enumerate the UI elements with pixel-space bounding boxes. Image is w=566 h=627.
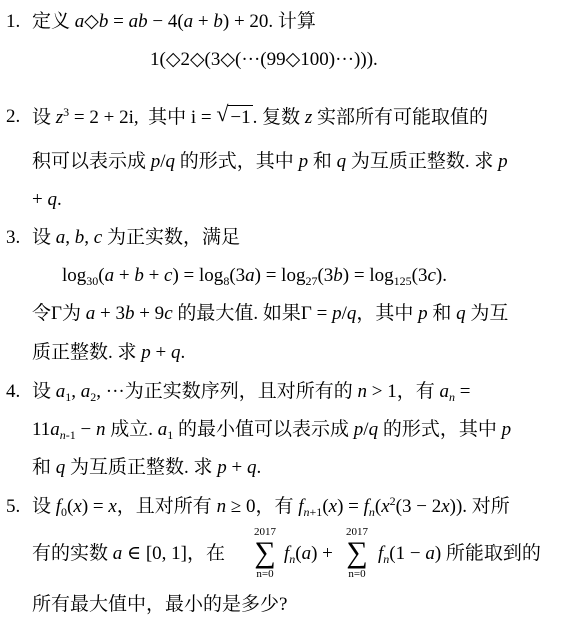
problem-3-log-equation: $\log_{30}(a + b + c) = \log_8(3a) = \log_{27}(3b) = \log_{125}(3c)$. (62, 265, 447, 288)
problem-number: 5. (6, 496, 21, 517)
summation-2: 2017 ∑ n=0 (346, 526, 368, 580)
problem-number: 3. (6, 227, 21, 248)
problem-4-line-3: 和 q 为互质正整数. 求 p + q. (32, 457, 262, 478)
summation-1: 2017 ∑ n=0 (254, 526, 276, 580)
summation-term-2: $f_n(1 - a)$ 所能取到的 (378, 543, 541, 566)
problem-4-line-2: $11a_{n-1} - n$ 成立. $a_1$ 的最小值可以表示成 p/q 的形式，其中 p (32, 419, 512, 442)
problem-2-line-3: + q. (32, 189, 62, 210)
problem-5-line-2: 有的实数 a ∈ [0, 1]，在 (32, 543, 225, 564)
problem-3-line-4: 质正整数. 求 p + q. (32, 342, 186, 363)
sqrt-expression: √ −1 (216, 101, 251, 128)
problem-3-line-3: 令Γ为 a + 3b + 9c 的最大值. 如果Γ = p/q，其中 p 和 q 为互 (32, 303, 509, 324)
problem-number: 2. (6, 106, 21, 127)
problem-1-line-2: 1(◇2◇(3◇(···(99◇100)···))). (150, 49, 378, 70)
problem-number: 1. (6, 11, 21, 32)
problem-number: 4. (6, 381, 21, 402)
problem-5-line-3: 所有最大值中，最小的是多少? (32, 594, 288, 615)
problem-2-line-2: 积可以表示成 p/q 的形式，其中 p 和 q 为互质正整数. 求 p (32, 151, 508, 172)
problem-2-text: 设 $z^3 = 2 + 2i$, 其中 i = √ −1 . 复数 z 实部所有可能取值的 (32, 101, 489, 128)
summation-term-1: $f_n(a)$ + (284, 543, 333, 566)
problem-1-text: 定义 a◇b = ab − 4(a + b) + 20. 计算 (32, 11, 316, 32)
